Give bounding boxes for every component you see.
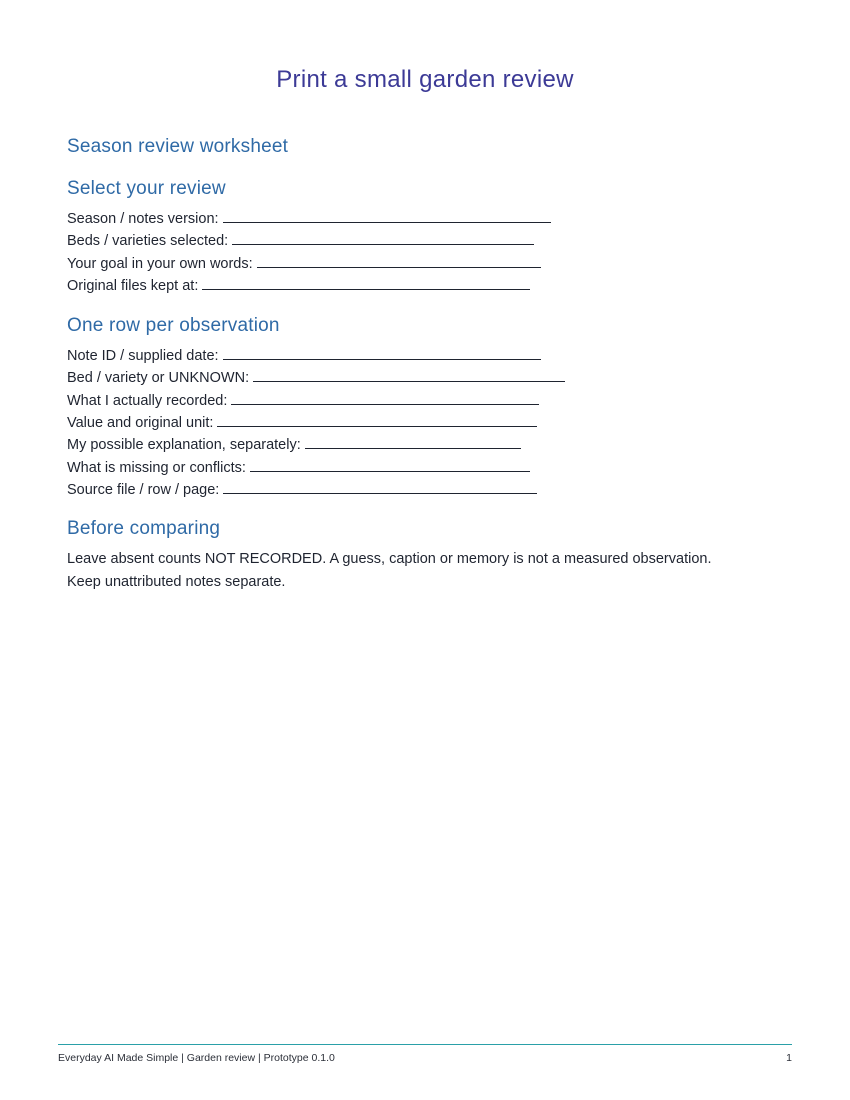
worksheet-content: [67, 136, 787, 594]
field-label: Season / notes version:: [67, 211, 219, 227]
field-row-note-id: [67, 345, 787, 367]
before-comparing-heading: Before comparing: [67, 518, 221, 540]
fill-in-blank[interactable]: [217, 412, 537, 427]
field-row-beds: [67, 230, 787, 252]
fill-in-blank[interactable]: [231, 390, 539, 405]
field-row-files: [67, 275, 787, 297]
page-number: 1: [786, 1052, 792, 1064]
field-label: My possible explanation, separately:: [67, 437, 301, 454]
fill-in-blank[interactable]: [253, 367, 565, 382]
fill-in-blank[interactable]: [305, 434, 521, 449]
field-row-missing: [67, 457, 787, 479]
select-review-fields: [67, 208, 787, 297]
footer-text: Everyday AI Made Simple | Garden review | Prototype 0.1.0: [58, 1052, 335, 1064]
field-label: Beds / varieties selected:: [67, 233, 229, 250]
before-comparing-text: [67, 548, 787, 594]
fill-in-blank[interactable]: [250, 457, 530, 472]
field-row-recorded: [67, 390, 787, 412]
fill-in-blank[interactable]: [223, 208, 551, 223]
fill-in-blank[interactable]: [257, 253, 541, 268]
field-row-season: [67, 208, 787, 230]
page-title: Print a small garden review: [276, 66, 574, 93]
worksheet-heading: Season review worksheet: [67, 136, 289, 157]
field-label: Your goal in your own words:: [67, 255, 253, 272]
fill-in-blank[interactable]: [223, 479, 537, 494]
instruction-line: Leave absent counts NOT RECORDED. A guess, caption or memory is not a measured observation.: [67, 551, 712, 568]
fill-in-blank[interactable]: [223, 345, 541, 360]
field-label: What is missing or conflicts:: [67, 459, 246, 476]
field-label: Note ID / supplied date:: [67, 348, 219, 365]
field-label: Value and original unit:: [67, 415, 214, 432]
fill-in-blank[interactable]: [202, 275, 530, 290]
footer-divider: [58, 1044, 792, 1045]
observation-heading: One row per observation: [67, 315, 280, 337]
observation-fields: [67, 345, 787, 501]
field-row-explanation: [67, 434, 787, 456]
instruction-line: Keep unattributed notes separate.: [67, 574, 286, 591]
field-row-bed-variety: [67, 367, 787, 389]
select-review-heading: Select your review: [67, 178, 226, 199]
field-row-source: [67, 479, 787, 501]
field-label: Source file / row / page:: [67, 481, 220, 498]
field-label: Original files kept at:: [67, 277, 199, 294]
fill-in-blank[interactable]: [232, 230, 534, 245]
field-label: What I actually recorded:: [67, 392, 228, 409]
field-row-goal: [67, 253, 787, 275]
field-row-value-unit: [67, 412, 787, 434]
field-label: Bed / variety or UNKNOWN:: [67, 370, 250, 387]
